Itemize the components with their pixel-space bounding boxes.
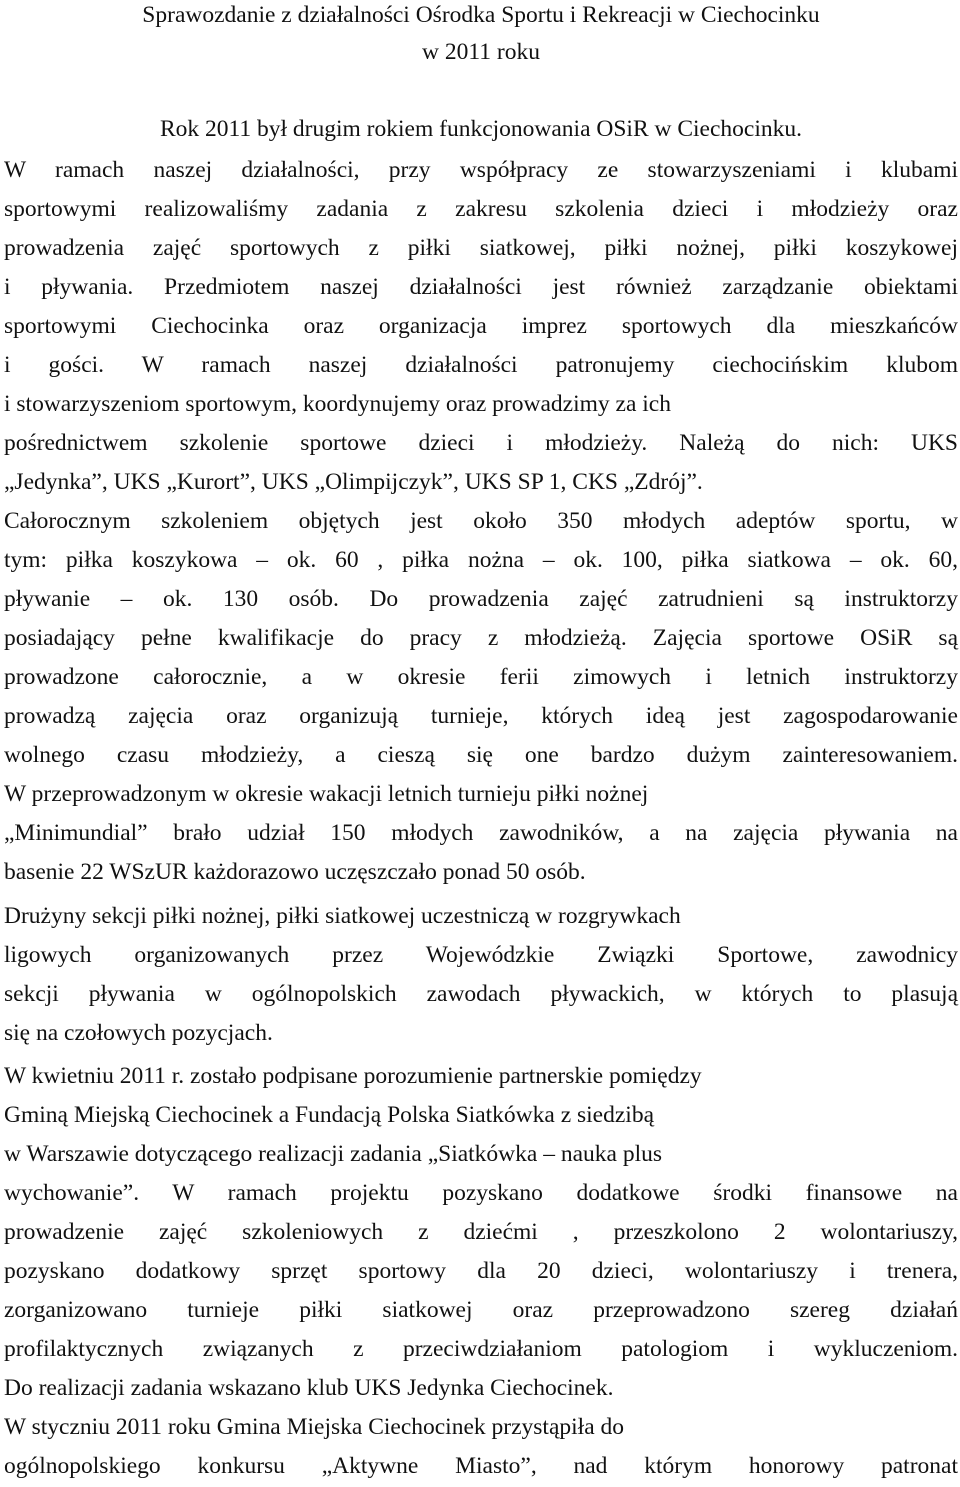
body-line: się na czołowych pozycjach. (4, 1020, 273, 1046)
body-line: W ramach naszej działalności, przy współpracy ze stowarzyszeniami i klubami (4, 157, 958, 183)
body-line: prowadzone całorocznie, a w okresie ferii zimowych i letnich instruktorzy (4, 664, 958, 690)
body-line: sportowymi realizowaliśmy zadania z zakresu szkolenia dzieci i młodzieży oraz (4, 196, 958, 222)
body-line: W kwietniu 2011 r. zostało podpisane porozumienie partnerskie pomiędzy (4, 1063, 702, 1089)
body-line: prowadzenia zajęć sportowych z piłki siatkowej, piłki nożnej, piłki koszykowej (4, 235, 958, 261)
body-line: Do realizacji zadania wskazano klub UKS Jedynka Ciechocinek. (4, 1375, 614, 1401)
body-line: Drużyny sekcji piłki nożnej, piłki siatkowej uczestniczą w rozgrywkach (4, 903, 681, 929)
body-line: sekcji pływania w ogólnopolskich zawodach pływackich, w których to plasują (4, 981, 958, 1007)
body-line: tym: piłka koszykowa – ok. 60 , piłka nożna – ok. 100, piłka siatkowa – ok. 60, (4, 547, 958, 573)
body-line: Gminą Miejską Ciechocinek a Fundacją Polska Siatkówka z siedzibą (4, 1102, 655, 1128)
body-line: pozyskano dodatkowy sprzęt sportowy dla 20 dzieci, wolontariuszy i trenera, (4, 1258, 958, 1284)
body-line: sportowymi Ciechocinka oraz organizacja imprez sportowych dla mieszkańców (4, 313, 958, 339)
body-line: profilaktycznych związanych z przeciwdziałaniom patologiom i wykluczeniom. (4, 1336, 958, 1362)
body-line: Rok 2011 był drugim rokiem funkcjonowania OSiR w Ciechocinku. (159, 116, 803, 142)
body-line: pływanie – ok. 130 osób. Do prowadzenia zajęć zatrudnieni są instruktorzy (4, 586, 958, 612)
body-line: i gości. W ramach naszej działalności patronujemy ciechocińskim klubom (4, 352, 958, 378)
body-line: prowadzą zajęcia oraz organizują turnieje, których ideą jest zagospodarowanie (4, 703, 958, 729)
body-line: wychowanie”. W ramach projektu pozyskano dodatkowe środki finansowe na (4, 1180, 958, 1206)
body-line: prowadzenie zajęć szkoleniowych z dziećmi , przeszkolono 2 wolontariuszy, (4, 1219, 958, 1245)
body-line: „Minimundial” brało udział 150 młodych zawodników, a na zajęcia pływania na (4, 820, 958, 846)
body-line: wolnego czasu młodzieży, a cieszą się one bardzo dużym zainteresowaniem. (4, 742, 958, 768)
body-line: i pływania. Przedmiotem naszej działalności jest również zarządzanie obiektami (4, 274, 958, 300)
body-line: „Jedynka”, UKS „Kurort”, UKS „Olimpijczyk”, UKS SP 1, CKS „Zdrój”. (4, 469, 703, 495)
body-line: Całorocznym szkoleniem objętych jest około 350 młodych adeptów sportu, w (4, 508, 958, 534)
body-line: W styczniu 2011 roku Gmina Miejska Ciechocinek przystąpiła do (4, 1414, 624, 1440)
body-line: ogólnopolskiego konkursu „Aktywne Miasto”, nad którym honorowy patronat (4, 1453, 958, 1479)
document-title-line-1: Sprawozdanie z działalności Ośrodka Sportu i Rekreacji w Ciechocinku (142, 2, 820, 28)
document-title-line-2: w 2011 roku (422, 39, 540, 65)
body-line: w Warszawie dotyczącego realizacji zadania „Siatkówka – nauka plus (4, 1141, 662, 1167)
body-line: W przeprowadzonym w okresie wakacji letnich turnieju piłki nożnej (4, 781, 649, 807)
body-line: basenie 22 WSzUR każdorazowo uczęszczało ponad 50 osób. (4, 859, 586, 885)
body-line: pośrednictwem szkolenie sportowe dzieci i młodzieży. Należą do nich: UKS (4, 430, 958, 456)
body-line: i stowarzyszeniom sportowym, koordynujemy oraz prowadzimy za ich (4, 391, 671, 417)
body-line: ligowych organizowanych przez Wojewódzkie Związki Sportowe, zawodnicy (4, 942, 958, 968)
body-line: zorganizowano turnieje piłki siatkowej oraz przeprowadzono szereg działań (4, 1297, 958, 1323)
body-line: posiadający pełne kwalifikacje do pracy z młodzieżą. Zajęcia sportowe OSiR są (4, 625, 958, 651)
